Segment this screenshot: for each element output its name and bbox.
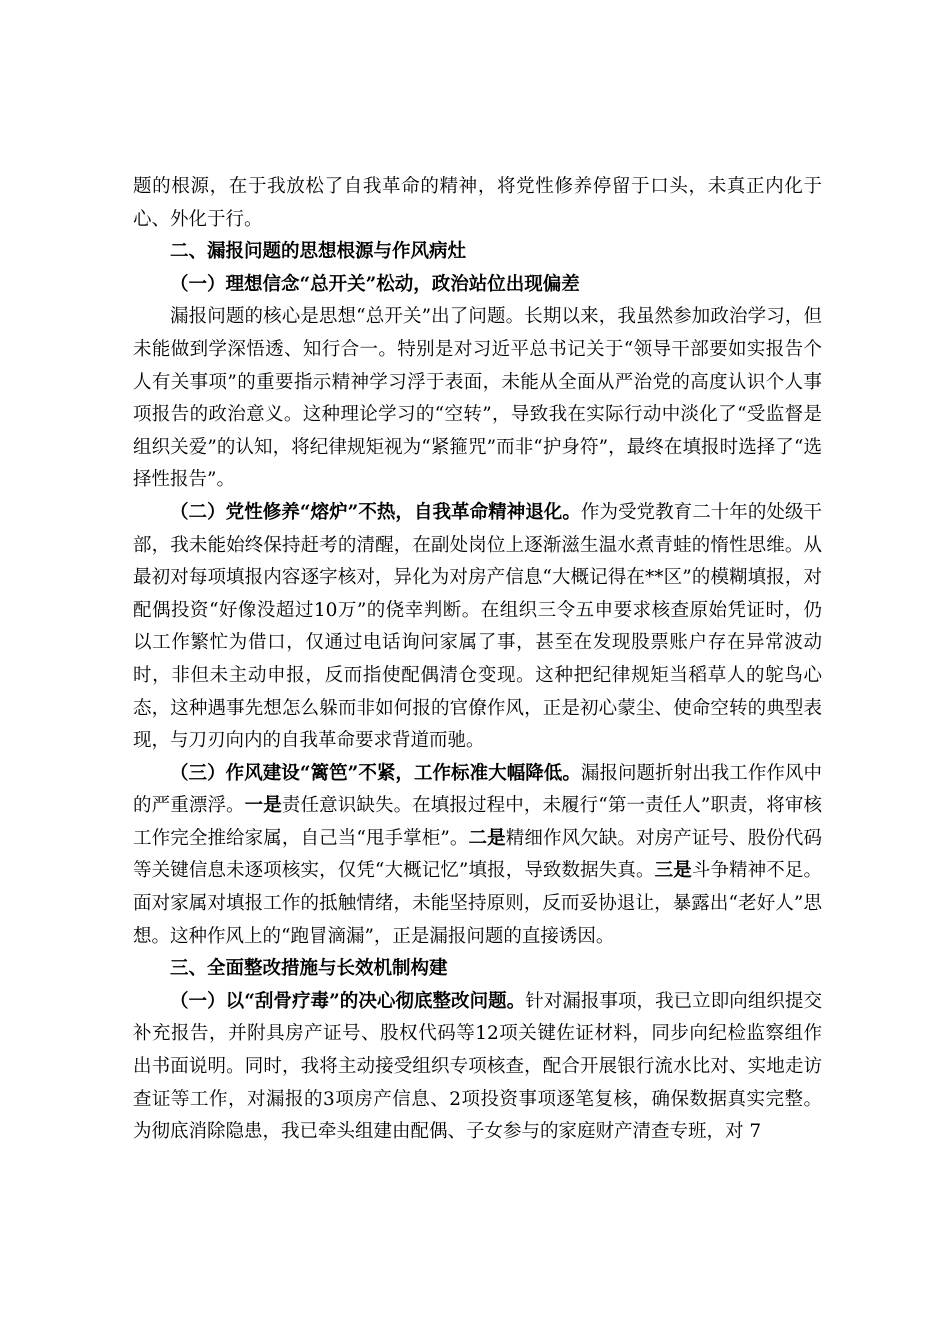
paragraph-body: 作为受党教育二十年的处级干部，我未能始终保持赶考的清醒，在副处岗位上逐渐滋生温水煮青蛙的惰性思维。从最初对每项填报内容逐字核对，异化为对房产信息“大概记得在**区”的模糊填报，对配偶投资“好像没超过10万”的侥幸判断。在组织三令五申要求核查原始凭证时，仍以工作繁忙为借口，仅通过电话询问家属了事，甚至在发现股票账户存在异常波动时，非但未主动申报，反而指使配偶清仓变现。这种把纪律规矩当稻草人的鸵鸟心态，这种遇事先想怎么躲而非如何报的官僚作风，正是初心蒙尘、使命空转的典型表现，与刀刃向内的自我革命要求背道而驰。 [133, 501, 822, 752]
paragraph-lead: （二）党性修养“熔炉”不热，自我革命精神退化。 [170, 501, 581, 523]
paragraph-ideals: 漏报问题的核心是思想“总开关”出了问题。长期以来，我虽然参加政治学习，但未能做到学深悟透、知行合一。特别是对习近平总书记关于“领导干部要如实报告个人有关事项”的重要指示精神学习浮于表面，未能从全面从严治党的高度认识个人事项报告的政治意义。这种理论学习的“空转”，导致我在实际行动中淡化了“受监督是组织关爱”的认知，将纪律规矩视为“紧箍咒”而非“护身符”，最终在填报时选择了“选择性报告”。 [133, 306, 822, 491]
paragraph-body: 漏报问题折射出我工作作风中的严重漂浮。 [133, 762, 822, 817]
point-label-3: 三是 [654, 860, 692, 882]
section-heading-3: 三、全面整改措施与长效机制构建 [170, 958, 448, 980]
paragraph-rectification [133, 986, 822, 1149]
point-label-1: 一是 [244, 795, 282, 817]
point-text-1: 责任意识缺失。在填报过程中，未履行“第一责任人”职责，将审核工作完全推给家属，自己当“甩手掌柜”。 [133, 795, 822, 849]
paragraph-lead: （三）作风建设“篱笆”不紧，工作标准大幅降低。 [170, 762, 581, 784]
paragraph-lead: （一）以“刮骨疗毒”的决心彻底整改问题。 [170, 990, 526, 1012]
point-text-3: 斗争精神不足。面对家属对填报工作的抵触情绪，未能坚持原则，反而妥协退让，暴露出“老好人”思想。这种作风上的“跑冒滴漏”，正是漏报问题的直接诱因。 [133, 860, 822, 947]
point-label-2: 二是 [468, 827, 506, 849]
paragraph-body: 针对漏报事项，我已立即向组织提交补充报告，并附具房产证号、股权代码等12项关键佐证材料，同步向纪检监察组作出书面说明。同时，我将主动接受组织专项核查，配合开展银行流水比对、实地走访查证等工作，对漏报的3项房产信息、2项投资事项逐笔复核，确保数据真实完整。为彻底消除隐患，我已牵头组建由配偶、子女参与的家庭财产清查专班，对 7 [133, 990, 822, 1143]
section-heading-2: 二、漏报问题的思想根源与作风病灶 [170, 241, 467, 263]
paragraph-work-style [133, 758, 822, 954]
subsection-heading-1: （一）理想信念“总开关”松动，政治站位出现偏差 [170, 273, 580, 295]
point-text-2: 精细作风欠缺。对房产证号、股份代码等关键信息未逐项核实，仅凭“大概记忆”填报，导致数据失真。 [133, 827, 822, 882]
paragraph-party-spirit [133, 497, 822, 758]
continuation-paragraph: 题的根源，在于我放松了自我革命的精神，将党性修养停留于口头，未真正内化于心、外化于行。 [133, 176, 822, 230]
